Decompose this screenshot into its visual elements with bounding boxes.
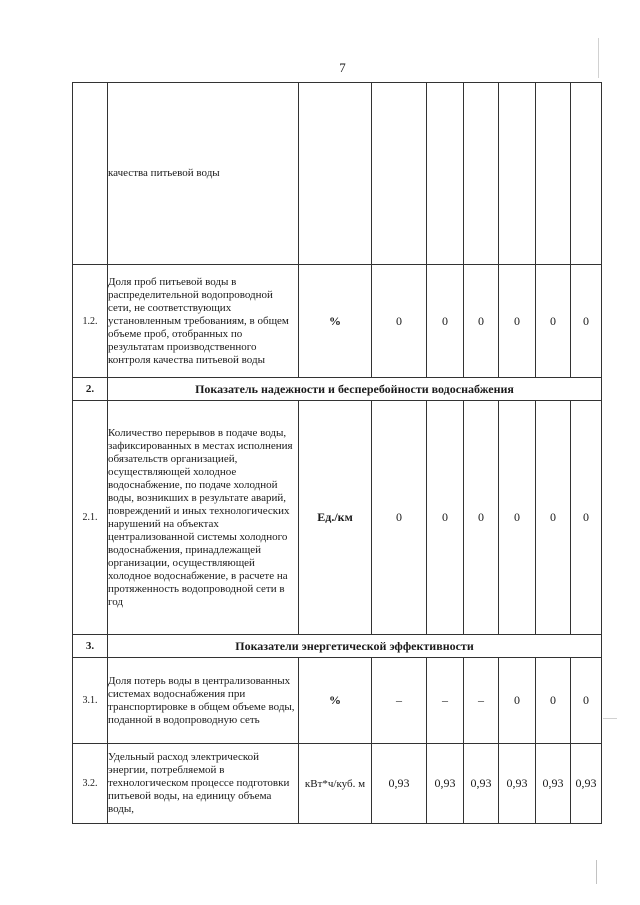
- table-row: [73, 265, 602, 378]
- indicator-name: качества питьевой воды: [108, 83, 299, 265]
- row-number: 2.1.: [73, 401, 108, 635]
- value-cell: 0: [536, 401, 571, 635]
- value-cell: 0: [571, 401, 602, 635]
- unit-cell: кВт*ч/куб. м: [299, 744, 372, 824]
- scan-mark: [603, 718, 617, 719]
- indicator-name: Удельный расход электрической энергии, потребляемой в технологическом процессе подготовки питьевой воды, на единицу объема воды,: [108, 744, 299, 824]
- value-cell: 0: [499, 658, 536, 744]
- section-number: 2.: [73, 378, 108, 401]
- scan-mark: [598, 38, 599, 78]
- value-cell: 0,93: [571, 744, 602, 824]
- table-row: [73, 744, 602, 824]
- value-cell: 0: [536, 658, 571, 744]
- page-number: 7: [339, 60, 346, 75]
- row-number: 3.2.: [73, 744, 108, 824]
- value-cell: 0: [571, 265, 602, 378]
- value-cell: –: [427, 658, 464, 744]
- value-cell: 0: [571, 658, 602, 744]
- value-cell: 0: [499, 265, 536, 378]
- value-cell: 0,93: [499, 744, 536, 824]
- row-number-cell: [73, 83, 108, 265]
- table-row: [73, 401, 602, 635]
- value-cell: 0,93: [464, 744, 499, 824]
- value-cell: [536, 83, 571, 265]
- unit-cell: Ед./км: [299, 401, 372, 635]
- row-number: 1.2.: [73, 265, 108, 378]
- section-title: Показатель надежности и бесперебойности водоснабжения: [108, 378, 602, 401]
- value-cell: 0: [427, 401, 464, 635]
- table-row: [73, 83, 602, 265]
- value-cell: –: [372, 658, 427, 744]
- value-cell: 0: [372, 265, 427, 378]
- section-title: Показатели энергетической эффективности: [108, 635, 602, 658]
- value-cell: [372, 83, 427, 265]
- scan-mark: [596, 860, 597, 884]
- value-cell: [571, 83, 602, 265]
- section-number: 3.: [73, 635, 108, 658]
- indicator-name: Доля проб питьевой воды в распределительной водопроводной сети, не соответствующих установленным требованиям, в общем объеме проб, отобранных по результатам производственного контроля качества питьевой воды: [108, 265, 299, 378]
- value-cell: 0,93: [372, 744, 427, 824]
- value-cell: [427, 83, 464, 265]
- section-header-row: [73, 378, 602, 401]
- value-cell: [499, 83, 536, 265]
- value-cell: 0,93: [427, 744, 464, 824]
- value-cell: 0: [372, 401, 427, 635]
- value-cell: 0: [536, 265, 571, 378]
- section-header-row: [73, 635, 602, 658]
- value-cell: –: [464, 658, 499, 744]
- unit-cell: %: [299, 265, 372, 378]
- unit-cell: %: [299, 658, 372, 744]
- indicator-name: Количество перерывов в подаче воды, зафиксированных в местах исполнения обязательств организацией, осуществляющей холодное водоснабжение, по подаче холодной воды, возникших в результате аварий, повреждений и иных технологических нарушений на объектах централизованной системы холодного водоснабжения, принадлежащей организации, осуществляющей холодное водоснабжение, в расчете на протяженность водопроводной сети в год: [108, 401, 299, 635]
- unit-cell: [299, 83, 372, 265]
- row-number: 3.1.: [73, 658, 108, 744]
- table-row: [73, 658, 602, 744]
- indicators-table: [72, 82, 602, 824]
- value-cell: 0: [427, 265, 464, 378]
- indicator-name: Доля потерь воды в централизованных системах водоснабжения при транспортировке в общем объеме воды, поданной в водопроводную сеть: [108, 658, 299, 744]
- value-cell: 0: [464, 265, 499, 378]
- value-cell: 0: [464, 401, 499, 635]
- value-cell: 0: [499, 401, 536, 635]
- value-cell: [464, 83, 499, 265]
- value-cell: 0,93: [536, 744, 571, 824]
